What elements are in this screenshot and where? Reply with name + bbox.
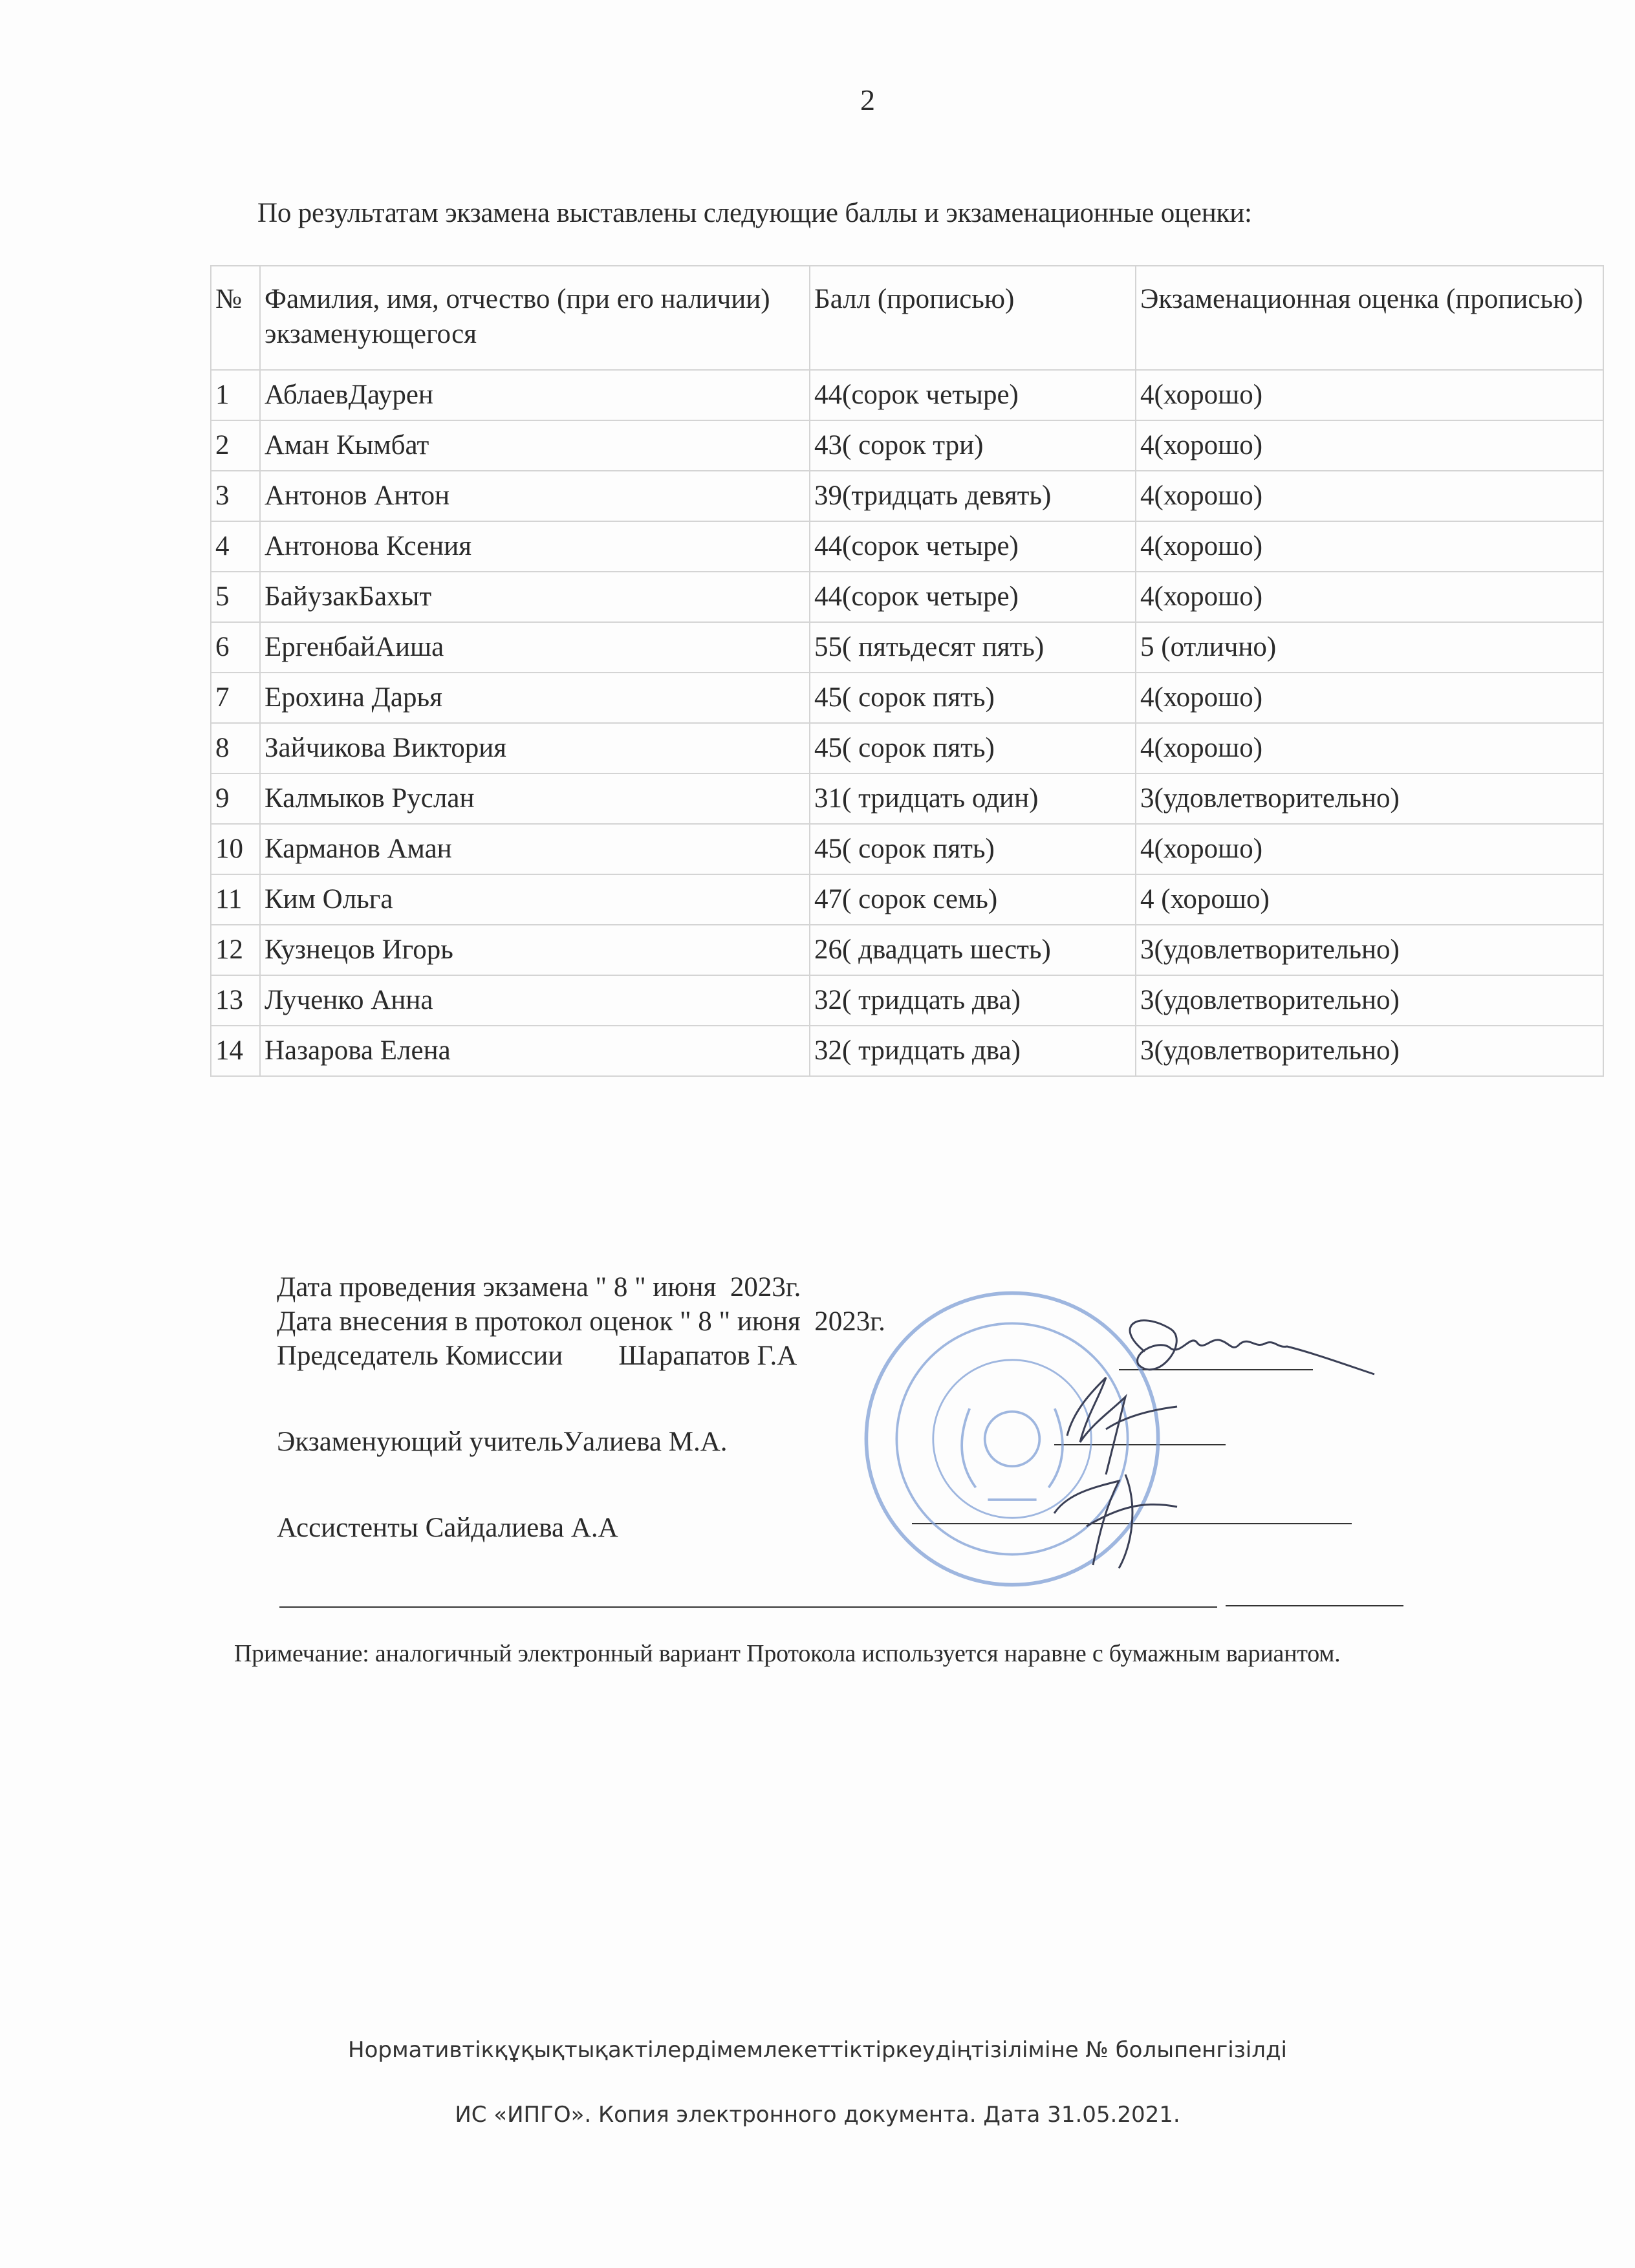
score-cell: 45( сорок пять) — [810, 673, 1136, 723]
row-number: 12 — [211, 925, 260, 975]
row-number: 14 — [211, 1026, 260, 1076]
header-score: Балл (прописью) — [810, 266, 1136, 370]
row-number: 2 — [211, 420, 260, 471]
bottom-signature-line — [279, 1606, 1217, 1608]
student-name: Калмыков Руслан — [260, 773, 810, 824]
grade-cell: 3(удовлетворительно) — [1136, 925, 1603, 975]
header-grade: Экзаменационная оценка (прописью) — [1136, 266, 1603, 370]
footer-registry-line: Нормативтікқұқықтықактілердімемлекеттіктіркеудіңтізіліміне № болыпенгізілді — [348, 2037, 1287, 2063]
row-number: 4 — [211, 521, 260, 572]
row-number: 1 — [211, 370, 260, 420]
score-cell: 44(сорок четыре) — [810, 572, 1136, 622]
table-row — [211, 420, 1603, 471]
student-name: Антонова Ксения — [260, 521, 810, 572]
header-name: Фамилия, имя, отчество (при его наличии) экзаменующегося — [260, 266, 810, 370]
student-name: Антонов Антон — [260, 471, 810, 521]
table-row — [211, 773, 1603, 824]
intro-text: По результатам экзамена выставлены следующие баллы и экзаменационные оценки: — [257, 198, 1252, 228]
table-header-row — [211, 266, 1603, 370]
table-row — [211, 1026, 1603, 1076]
student-name: ЕргенбайАиша — [260, 622, 810, 673]
row-number: 3 — [211, 471, 260, 521]
student-name: Ерохина Дарья — [260, 673, 810, 723]
grade-cell: 4(хорошо) — [1136, 673, 1603, 723]
score-cell: 55( пятьдесят пять) — [810, 622, 1136, 673]
entry-date: Дата внесения в протокол оценок " 8 " июня 2023г. — [277, 1306, 885, 1337]
grade-cell: 3(удовлетворительно) — [1136, 1026, 1603, 1076]
student-name: Назарова Елена — [260, 1026, 810, 1076]
student-name: Карманов Аман — [260, 824, 810, 874]
grade-cell: 4(хорошо) — [1136, 723, 1603, 773]
examiner: Экзаменующий учительУалиева М.А. — [277, 1426, 728, 1457]
grade-cell: 4(хорошо) — [1136, 521, 1603, 572]
table-body — [211, 370, 1603, 1076]
row-number: 9 — [211, 773, 260, 824]
student-name: Ким Ольга — [260, 874, 810, 925]
table-row — [211, 370, 1603, 420]
note-text: Примечание: аналогичный электронный вариант Протокола используется наравне с бумажным вариантом. — [234, 1640, 1341, 1667]
table-row — [211, 824, 1603, 874]
table-row — [211, 874, 1603, 925]
grade-cell: 4(хорошо) — [1136, 420, 1603, 471]
footer-copy-line: ИС «ИПГО». Копия электронного документа. Дата 31.05.2021. — [455, 2102, 1180, 2128]
row-number: 7 — [211, 673, 260, 723]
score-cell: 44(сорок четыре) — [810, 521, 1136, 572]
score-cell: 31( тридцать один) — [810, 773, 1136, 824]
score-cell: 45( сорок пять) — [810, 723, 1136, 773]
score-cell: 43( сорок три) — [810, 420, 1136, 471]
student-name: Аман Кымбат — [260, 420, 810, 471]
grade-cell: 4(хорошо) — [1136, 370, 1603, 420]
header-num: № — [211, 266, 260, 370]
grade-cell: 4 (хорошо) — [1136, 874, 1603, 925]
table-row — [211, 622, 1603, 673]
row-number: 6 — [211, 622, 260, 673]
table-row — [211, 723, 1603, 773]
grade-cell: 3(удовлетворительно) — [1136, 773, 1603, 824]
table-row — [211, 572, 1603, 622]
signature-block — [277, 1271, 885, 1545]
bottom-signature-line-right — [1226, 1605, 1403, 1606]
score-cell: 45( сорок пять) — [810, 824, 1136, 874]
row-number: 8 — [211, 723, 260, 773]
score-cell: 47( сорок семь) — [810, 874, 1136, 925]
student-name: Зайчикова Виктория — [260, 723, 810, 773]
table-row — [211, 471, 1603, 521]
exam-date: Дата проведения экзамена " 8 " июня 2023г. — [277, 1272, 801, 1302]
score-cell: 32( тридцать два) — [810, 975, 1136, 1026]
grade-cell: 4(хорошо) — [1136, 471, 1603, 521]
table-row — [211, 975, 1603, 1026]
student-name: АблаевДаурен — [260, 370, 810, 420]
student-name: БайузакБахыт — [260, 572, 810, 622]
grade-cell: 5 (отлично) — [1136, 622, 1603, 673]
grade-cell: 4(хорошо) — [1136, 824, 1603, 874]
score-cell: 39(тридцать девять) — [810, 471, 1136, 521]
grade-cell: 4(хорошо) — [1136, 572, 1603, 622]
row-number: 5 — [211, 572, 260, 622]
grade-cell: 3(удовлетворительно) — [1136, 975, 1603, 1026]
table-row — [211, 925, 1603, 975]
table-row — [211, 673, 1603, 723]
score-cell: 32( тридцать два) — [810, 1026, 1136, 1076]
score-cell: 44(сорок четыре) — [810, 370, 1136, 420]
assistants: Ассистенты Сайдалиева А.А — [277, 1512, 618, 1543]
table-row — [211, 521, 1603, 572]
chairman: Председатель Комиссии Шарапатов Г.А — [277, 1340, 797, 1371]
page-number: 2 — [860, 83, 875, 116]
row-number: 13 — [211, 975, 260, 1026]
score-cell: 26( двадцать шесть) — [810, 925, 1136, 975]
row-number: 10 — [211, 824, 260, 874]
row-number: 11 — [211, 874, 260, 925]
student-name: Лученко Анна — [260, 975, 810, 1026]
assistant-signature-icon — [1028, 1455, 1209, 1571]
student-name: Кузнецов Игорь — [260, 925, 810, 975]
results-table — [210, 265, 1604, 1077]
